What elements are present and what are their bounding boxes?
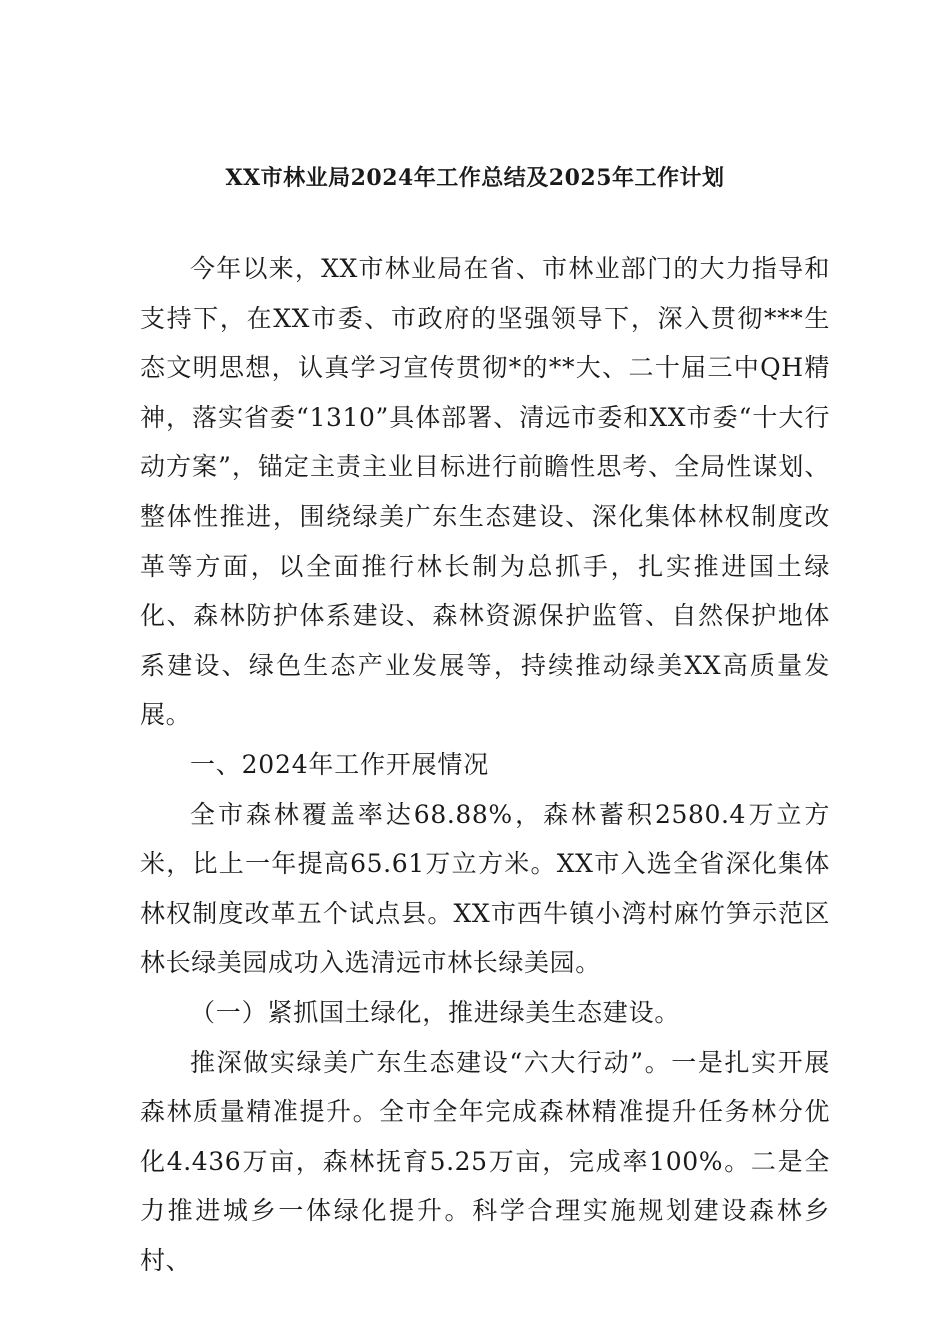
summary-paragraph: 全市森林覆盖率达68.88%，森林蓄积2580.4万立方米，比上一年提高65.61万立方米。XX市入选全省深化集体林权制度改革五个试点县。XX市西牛镇小湾村麻竹笋示范区林长绿美园成功入选清远市林长绿美园。 [140, 799, 830, 978]
detail-paragraph: 推深做实绿美广东生态建设“六大行动”。一是扎实开展森林质量精准提升。全市全年完成森林精准提升任务林分优化4.436万亩，森林抚育5.25万亩，完成率100%。二是全力推进城乡一体绿化提升。科学合理实施规划建设森林乡村、 [140, 1047, 830, 1275]
intro-paragraph: 今年以来，XX市林业局在省、市林业部门的大力指导和支持下，在XX市委、市政府的坚强领导下，深入贯彻***生态文明思想，认真学习宣传贯彻*的**大、二十届三中QH精神，落实省委“1310”具体部署、清远市委和XX市委“十大行动方案”，锚定主责主业目标进行前瞻性思考、全局性谋划、整体性推进，围绕绿美广东生态建设、深化集体林权制度改革等方面，以全面推行林长制为总抓手，扎实推进国土绿化、森林防护体系建设、森林资源保护监管、自然保护地体系建设、绿色生态产业发展等，持续推动绿美XX高质量发展。 [140, 254, 830, 730]
document-body [140, 244, 830, 1285]
subsection-heading: （一）紧抓国土绿化，推进绿美生态建设。 [190, 997, 681, 1027]
section-heading: 一、2024年工作开展情况 [190, 749, 490, 779]
document-title: XX市林业局2024年工作总结及2025年工作计划 [225, 165, 725, 191]
